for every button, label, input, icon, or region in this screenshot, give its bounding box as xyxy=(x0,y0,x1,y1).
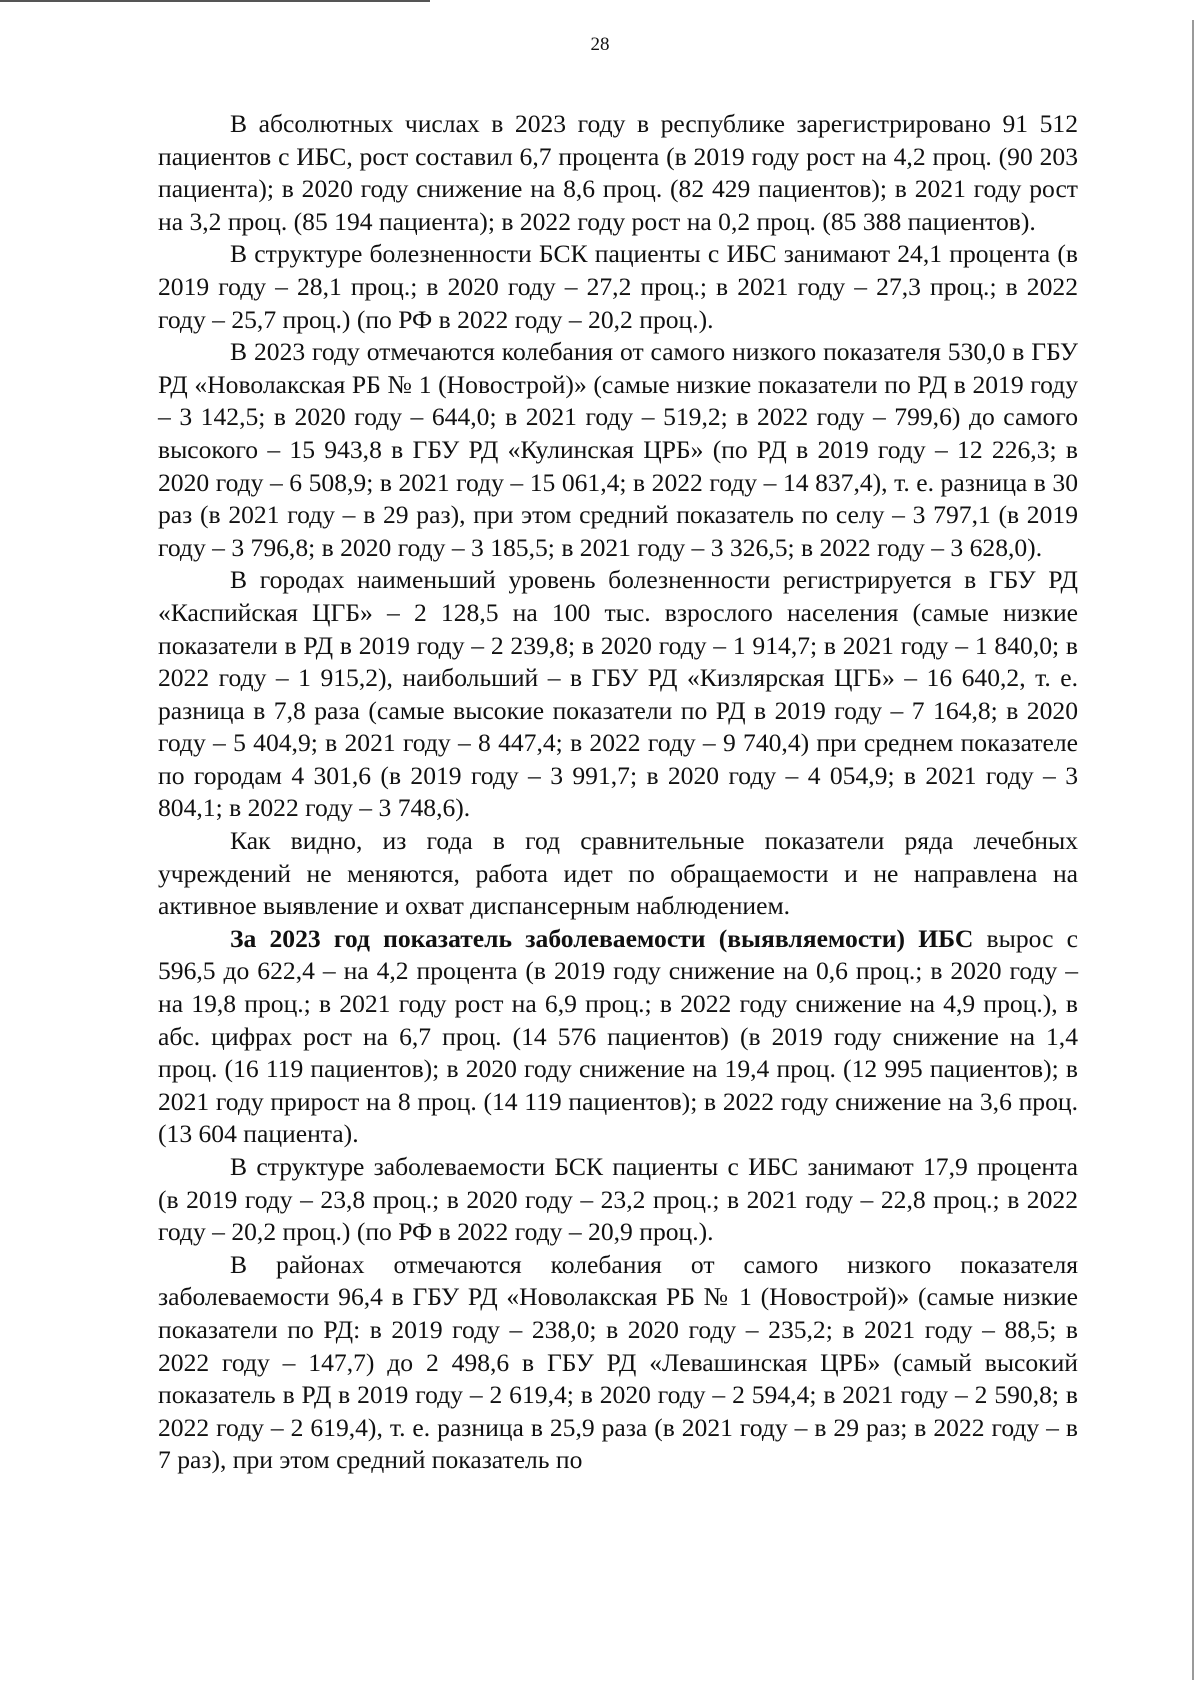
document-body xyxy=(158,108,1078,1477)
scan-edge-top xyxy=(0,0,430,2)
page-number: 28 xyxy=(590,34,610,55)
paragraph-ibs-incidence-structure: В структуре заболеваемости БСК пациенты с ИБС занимают 17,9 процента (в 2019 году – 23,8 проц.; в 2020 году – 23,2 проц.; в 2021 году – 22,8 проц.; в 2022 году – 20,2 проц.) (по РФ в 2022 году – 20,9 проц.). xyxy=(158,1152,1078,1247)
paragraph-rural-fluctuations: В 2023 году отмечаются колебания от самого низкого показателя 530,0 в ГБУ РД «Новолакская РБ № 1 (Новострой)» (самые низкие показатели по РД в 2019 году – 3 142,5; в 2020 году – 644,0; в 2021 году – 519,2; в 2022 году – 799,6) до самого высокого – 15 943,8 в ГБУ РД «Кулинская ЦРБ» (по РД в 2019 году – 12 226,3; в 2020 году – 6 508,9; в 2021 году – 15 061,4; в 2022 году – 14 837,4), т. е. разница в 30 раз (в 2021 году – в 29 раз), при этом средний показатель по селу – 3 797,1 (в 2019 году – 3 796,8; в 2020 году – 3 185,5; в 2021 году – 3 326,5; в 2022 году – 3 628,0). xyxy=(158,337,1078,562)
paragraph-city-morbidity: В городах наименьший уровень болезненности регистрируется в ГБУ РД «Каспийская ЦГБ» – 2 128,5 на 100 тыс. взрослого населения (самые низкие показатели в РД в 2019 году – 2 239,8; в 2020 году – 1 914,7; в 2021 году – 1 840,0; в 2022 году – 1 915,2), наибольший – в ГБУ РД «Кизлярская ЦГБ» – 16 640,2, т. е. разница в 7,8 раза (самые высокие показатели по РД в 2019 году – 7 164,8; в 2020 году – 5 404,9; в 2021 году – 8 447,4; в 2022 году – 9 740,4) при среднем показателе по городам 4 301,6 (в 2019 году – 3 991,7; в 2020 году – 4 054,9; в 2021 году – 3 804,1; в 2022 году – 3 748,6). xyxy=(158,565,1078,823)
paragraph-ibs-absolute-numbers: В абсолютных числах в 2023 году в республике зарегистрировано 91 512 пациентов с ИБС, рост составил 6,7 процента (в 2019 году рост на 4,2 проц. (90 203 пациента); в 2020 году снижение на 8,6 проц. (82 429 пациентов); в 2021 году рост на 3,2 проц. (85 194 пациента); в 2022 году рост на 0,2 проц. (85 388 пациентов). xyxy=(158,109,1078,236)
paragraph-bold-lead: За 2023 год показатель заболеваемости (выявляемости) ИБС xyxy=(230,923,974,953)
paragraph-ibs-incidence xyxy=(158,923,1078,1151)
paragraph-district-incidence: В районах отмечаются колебания от самого низкого показателя заболеваемости 96,4 в ГБУ РД «Новолакская РБ № 1 (Новострой)» (самые низкие показатели по РД: в 2019 году – 238,0; в 2020 году – 235,2; в 2021 году – 88,5; в 2022 году – 147,7) до 2 498,6 в ГБУ РД «Левашинская ЦРБ» (самый высокий показатель в РД в 2019 году – 2 619,4; в 2020 году – 2 594,4; в 2021 году – 2 590,8; в 2022 году – 2 619,4), т. е. разница в 25,9 раза (в 2021 году – в 29 раз; в 2022 году – в 7 раз), при этом средний показатель по xyxy=(158,1249,1078,1475)
paragraph-conclusion: Как видно, из года в год сравнительные показатели ряда лечебных учреждений не меняются, работа идет по обращаемости и не направлена на активное выявление и охват диспансерным наблюдением. xyxy=(158,826,1078,921)
scan-edge-right xyxy=(1192,20,1194,1680)
paragraph-ibs-morbidity-structure: В структуре болезненности БСК пациенты с ИБС занимают 24,1 процента (в 2019 году – 28,1 проц.; в 2020 году – 27,2 проц.; в 2021 году – 27,3 проц.; в 2022 году – 25,7 проц.) (по РФ в 2022 году – 20,2 проц.). xyxy=(158,239,1078,334)
paragraph-ibs-incidence-text: вырос с 596,5 до 622,4 – на 4,2 процента (в 2019 году снижение на 0,6 проц.; в 2020 году – на 19,8 проц.; в 2021 году рост на 6,9 проц.; в 2022 году снижение на 4,9 проц.), в абс. цифрах рост на 6,7 проц. (14 576 пациентов) (в 2019 году снижение на 1,4 проц. (16 119 пациентов); в 2020 году снижение на 19,4 проц. (12 995 пациентов); в 2021 году прирост на 8 проц. (14 119 пациентов); в 2022 году снижение на 3,6 проц. (13 604 пациента). xyxy=(158,923,1078,1149)
